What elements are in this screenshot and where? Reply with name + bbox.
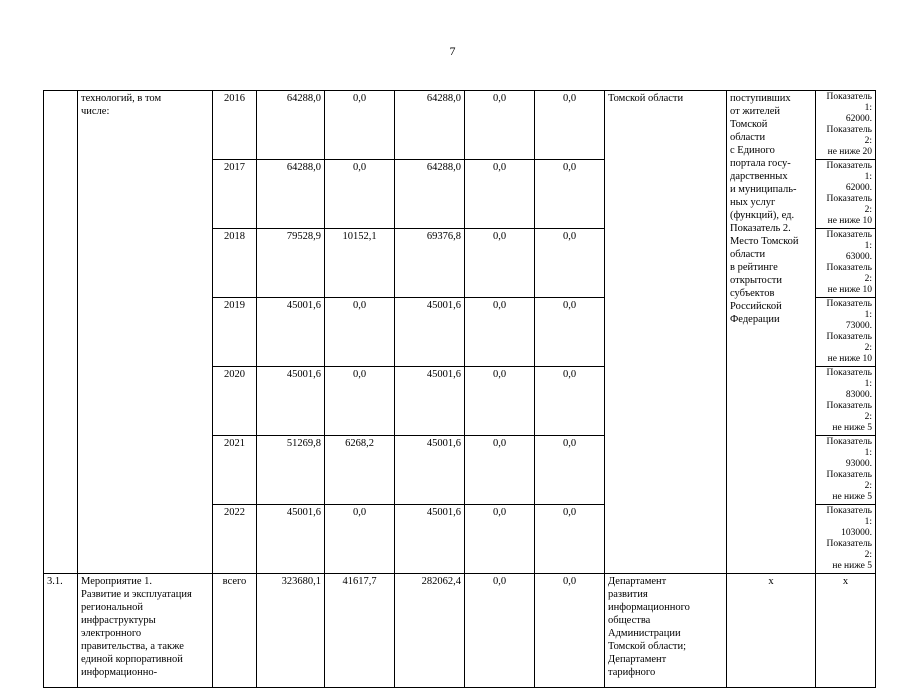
funding-cell-2: 64288,0 [395, 91, 465, 160]
year-cell: 2017 [213, 160, 257, 229]
row-number-cell: 3.1. [44, 574, 78, 688]
target-cell: Показатель 1: 93000. Показатель 2: не ниже 5 [816, 436, 876, 505]
funding-cell-4: 0,0 [535, 91, 605, 160]
target-cell: Показатель 1: 103000. Показатель 2: не ниже 5 [816, 505, 876, 574]
funding-cell-4: 0,0 [535, 505, 605, 574]
funding-cell-3: 0,0 [465, 160, 535, 229]
funding-cell-1: 0,0 [325, 298, 395, 367]
total-cell: 45001,6 [257, 367, 325, 436]
table-row [44, 91, 876, 160]
funding-cell-1: 6268,2 [325, 436, 395, 505]
funding-cell-3: 0,0 [465, 367, 535, 436]
year-cell: 2020 [213, 367, 257, 436]
funding-cell-3: 0,0 [465, 505, 535, 574]
funding-cell-4: 0,0 [535, 367, 605, 436]
funding-cell-4: 0,0 [535, 160, 605, 229]
period-cell: всего [213, 574, 257, 688]
total-cell: 51269,8 [257, 436, 325, 505]
total-cell: 323680,1 [257, 574, 325, 688]
funding-cell-2: 45001,6 [395, 367, 465, 436]
total-cell: 45001,6 [257, 298, 325, 367]
page-number: 7 [449, 44, 456, 58]
funding-cell-2: 45001,6 [395, 505, 465, 574]
year-cell: 2016 [213, 91, 257, 160]
funding-cell-4: 0,0 [535, 298, 605, 367]
total-cell: 64288,0 [257, 160, 325, 229]
funding-cell-3: 0,0 [465, 298, 535, 367]
target-cell: Показатель 1: 63000. Показатель 2: не ниже 10 [816, 229, 876, 298]
funding-cell-1: 0,0 [325, 160, 395, 229]
measure-name-cell: технологий, в том числе: [78, 91, 213, 574]
funding-cell-1: 0,0 [325, 505, 395, 574]
program-table [43, 90, 876, 688]
funding-cell-4: 0,0 [535, 436, 605, 505]
funding-cell-2: 282062,4 [395, 574, 465, 688]
total-cell: 45001,6 [257, 505, 325, 574]
indicator-cell: х [727, 574, 816, 688]
year-cell: 2019 [213, 298, 257, 367]
total-cell: 79528,9 [257, 229, 325, 298]
target-cell: Показатель 1: 83000. Показатель 2: не ниже 5 [816, 367, 876, 436]
funding-cell-3: 0,0 [465, 436, 535, 505]
funding-cell-2: 69376,8 [395, 229, 465, 298]
funding-cell-1: 0,0 [325, 367, 395, 436]
total-cell: 64288,0 [257, 91, 325, 160]
row-number-cell [44, 91, 78, 574]
funding-cell-1: 0,0 [325, 91, 395, 160]
funding-cell-2: 45001,6 [395, 298, 465, 367]
funding-cell-2: 64288,0 [395, 160, 465, 229]
executor-cell: Томской области [605, 91, 727, 574]
target-cell: Показатель 1: 73000. Показатель 2: не ниже 10 [816, 298, 876, 367]
funding-cell-2: 45001,6 [395, 436, 465, 505]
funding-cell-1: 10152,1 [325, 229, 395, 298]
funding-cell-4: 0,0 [535, 574, 605, 688]
measure-name-cell: Мероприятие 1. Развитие и эксплуатация региональной инфраструктуры электронного правительства, а также единой корпоративной информационно- [78, 574, 213, 688]
indicator-cell: поступивших от жителей Томской области с Единого портала госу- дарственных и муниципаль- ных услуг (функций), ед. Показатель 2. Место Томской области в рейтинге открытости субъектов Российской Федерации [727, 91, 816, 574]
funding-cell-3: 0,0 [465, 574, 535, 688]
executor-cell: Департамент развития информационного общества Администрации Томской области; Департамент тарифного [605, 574, 727, 688]
funding-cell-4: 0,0 [535, 229, 605, 298]
target-cell: х [816, 574, 876, 688]
year-cell: 2018 [213, 229, 257, 298]
year-cell: 2021 [213, 436, 257, 505]
funding-cell-3: 0,0 [465, 229, 535, 298]
funding-cell-1: 41617,7 [325, 574, 395, 688]
target-cell: Показатель 1: 62000. Показатель 2: не ниже 20 [816, 91, 876, 160]
table-row [44, 574, 876, 688]
year-cell: 2022 [213, 505, 257, 574]
target-cell: Показатель 1: 62000. Показатель 2: не ниже 10 [816, 160, 876, 229]
funding-cell-3: 0,0 [465, 91, 535, 160]
